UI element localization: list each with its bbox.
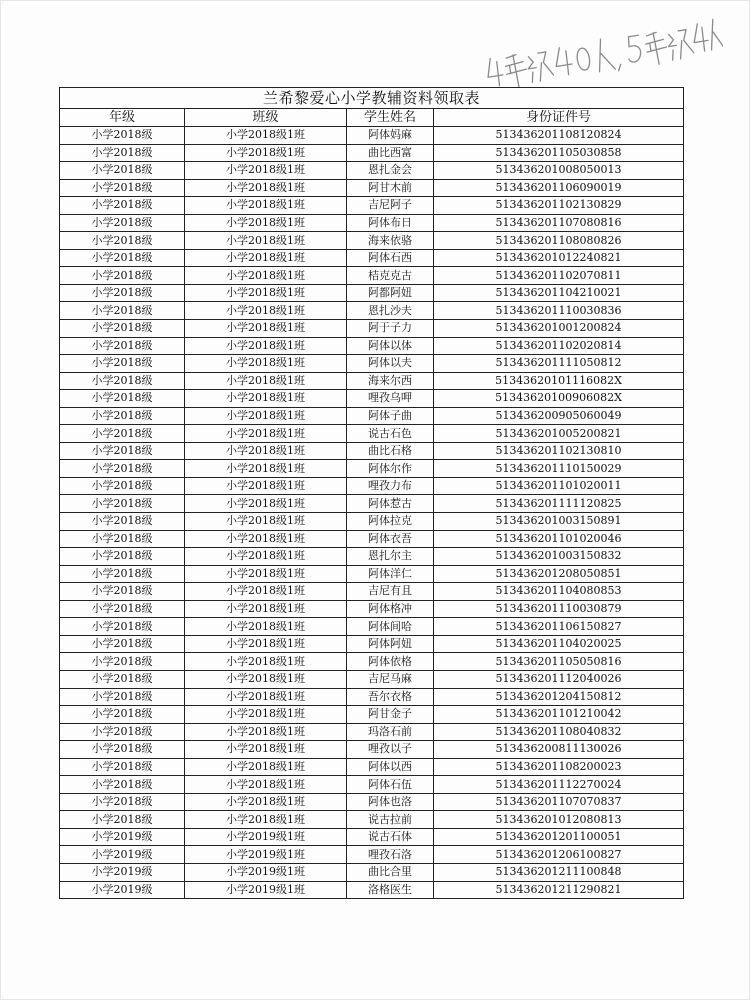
grade-cell: 小学2018级 [60, 214, 185, 232]
id-number-cell: 513436201105050816 [434, 653, 684, 671]
table-row [60, 846, 684, 864]
class-cell: 小学2018级1班 [185, 127, 347, 145]
student-name-cell: 阿体依格 [347, 653, 434, 671]
table-row [60, 776, 684, 794]
student-name-cell: 阿体衣吾 [347, 530, 434, 548]
grade-cell: 小学2018级 [60, 144, 185, 162]
class-cell: 小学2018级1班 [185, 179, 347, 197]
id-number-cell: 513436201102070811 [434, 267, 684, 285]
class-cell: 小学2018级1班 [185, 635, 347, 653]
table-row [60, 302, 684, 320]
class-cell: 小学2018级1班 [185, 425, 347, 443]
student-name-cell: 吉尼有且 [347, 583, 434, 601]
table-row [60, 144, 684, 162]
grade-cell: 小学2018级 [60, 776, 185, 794]
id-number-cell: 513436201101020011 [434, 477, 684, 495]
student-name-cell: 阿体格冲 [347, 600, 434, 618]
student-name-cell: 阿体惹古 [347, 495, 434, 513]
class-cell: 小学2019级1班 [185, 846, 347, 864]
grade-cell: 小学2018级 [60, 495, 185, 513]
table-row [60, 828, 684, 846]
id-number-cell: 513436201211290821 [434, 881, 684, 899]
table-row [60, 881, 684, 899]
id-number-cell: 513436201104020025 [434, 635, 684, 653]
table-row [60, 179, 684, 197]
grade-cell: 小学2019级 [60, 828, 185, 846]
table-body [60, 127, 684, 899]
grade-cell: 小学2018级 [60, 355, 185, 373]
grade-cell: 小学2018级 [60, 811, 185, 829]
class-cell: 小学2018级1班 [185, 776, 347, 794]
table-row [60, 162, 684, 180]
class-cell: 小学2018级1班 [185, 513, 347, 531]
class-cell: 小学2018级1班 [185, 548, 347, 566]
grade-cell: 小学2018级 [60, 372, 185, 390]
grade-cell: 小学2018级 [60, 460, 185, 478]
id-number-cell: 513436201104080853 [434, 583, 684, 601]
table-row [60, 688, 684, 706]
id-number-cell: 513436201106090019 [434, 179, 684, 197]
table-row [60, 197, 684, 215]
table-row [60, 355, 684, 373]
id-number-cell: 513436201105030858 [434, 144, 684, 162]
table-row [60, 214, 684, 232]
id-number-cell: 513436201108200023 [434, 758, 684, 776]
table-row [60, 653, 684, 671]
student-name-cell: 恩扎沙夫 [347, 302, 434, 320]
student-name-cell: 阿甘木前 [347, 179, 434, 197]
id-number-cell: 513436201001200824 [434, 320, 684, 338]
class-cell: 小学2018级1班 [185, 758, 347, 776]
id-number-cell: 513436201106150827 [434, 618, 684, 636]
student-name-cell: 洛格医生 [347, 881, 434, 899]
class-cell: 小学2018级1班 [185, 390, 347, 408]
table-row [60, 618, 684, 636]
grade-cell: 小学2018级 [60, 548, 185, 566]
id-number-cell: 513436201107070837 [434, 793, 684, 811]
column-header-name: 学生姓名 [347, 109, 434, 127]
table-row [60, 548, 684, 566]
class-cell: 小学2018级1班 [185, 618, 347, 636]
table-row [60, 267, 684, 285]
id-number-cell: 513436201003150832 [434, 548, 684, 566]
class-cell: 小学2018级1班 [185, 723, 347, 741]
id-number-cell: 513436201111050812 [434, 355, 684, 373]
id-number-cell: 513436200811130026 [434, 741, 684, 759]
grade-cell: 小学2018级 [60, 513, 185, 531]
table-row [60, 565, 684, 583]
id-number-cell: 513436201012080813 [434, 811, 684, 829]
class-cell: 小学2018级1班 [185, 320, 347, 338]
table-row [60, 320, 684, 338]
id-number-cell: 513436201008050013 [434, 162, 684, 180]
class-cell: 小学2019级1班 [185, 863, 347, 881]
grade-cell: 小学2018级 [60, 442, 185, 460]
class-cell: 小学2018级1班 [185, 442, 347, 460]
grade-cell: 小学2018级 [60, 284, 185, 302]
id-number-cell: 513436201108080826 [434, 232, 684, 250]
class-cell: 小学2019级1班 [185, 828, 347, 846]
student-name-cell: 恩扎尔主 [347, 548, 434, 566]
student-name-cell: 哩孜乌呷 [347, 390, 434, 408]
student-name-cell: 阿体石伍 [347, 776, 434, 794]
table-row [60, 706, 684, 724]
student-name-cell: 海来尔西 [347, 372, 434, 390]
id-number-cell: 513436201101210042 [434, 706, 684, 724]
table-row [60, 758, 684, 776]
class-cell: 小学2018级1班 [185, 284, 347, 302]
grade-cell: 小学2018级 [60, 179, 185, 197]
class-cell: 小学2018级1班 [185, 407, 347, 425]
grade-cell: 小学2018级 [60, 618, 185, 636]
id-number-cell: 513436201005200821 [434, 425, 684, 443]
student-name-cell: 哩孜以子 [347, 741, 434, 759]
class-cell: 小学2018级1班 [185, 197, 347, 215]
grade-cell: 小学2018级 [60, 706, 185, 724]
grade-cell: 小学2018级 [60, 162, 185, 180]
column-header-class: 班级 [185, 109, 347, 127]
grade-cell: 小学2018级 [60, 267, 185, 285]
id-number-cell: 513436201112040026 [434, 670, 684, 688]
class-cell: 小学2018级1班 [185, 583, 347, 601]
id-number-cell: 513436201201100051 [434, 828, 684, 846]
grade-cell: 小学2018级 [60, 758, 185, 776]
grade-cell: 小学2018级 [60, 232, 185, 250]
student-name-cell: 阿体子曲 [347, 407, 434, 425]
table-row [60, 793, 684, 811]
grade-cell: 小学2018级 [60, 600, 185, 618]
id-number-cell: 513436201204150812 [434, 688, 684, 706]
class-cell: 小学2018级1班 [185, 653, 347, 671]
table-row [60, 635, 684, 653]
id-number-cell: 513436201108120824 [434, 127, 684, 145]
grade-cell: 小学2018级 [60, 320, 185, 338]
class-cell: 小学2018级1班 [185, 372, 347, 390]
id-number-cell: 51343620100906082X [434, 390, 684, 408]
id-number-cell: 513436201206100827 [434, 846, 684, 864]
table-row [60, 372, 684, 390]
grade-cell: 小学2019级 [60, 846, 185, 864]
student-name-cell: 曲比石格 [347, 442, 434, 460]
student-name-cell: 玛洛石前 [347, 723, 434, 741]
grade-cell: 小学2018级 [60, 530, 185, 548]
student-name-cell: 阿体以西 [347, 758, 434, 776]
grade-cell: 小学2018级 [60, 635, 185, 653]
grade-cell: 小学2019级 [60, 881, 185, 899]
class-cell: 小学2018级1班 [185, 477, 347, 495]
student-name-cell: 阿于子力 [347, 320, 434, 338]
student-name-cell: 吉尼马麻 [347, 670, 434, 688]
table-row [60, 284, 684, 302]
student-name-cell: 说古石体 [347, 828, 434, 846]
table-row [60, 390, 684, 408]
id-number-cell: 513436201211100848 [434, 863, 684, 881]
class-cell: 小学2018级1班 [185, 495, 347, 513]
id-number-cell: 513436201003150891 [434, 513, 684, 531]
student-name-cell: 阿都阿妞 [347, 284, 434, 302]
class-cell: 小学2018级1班 [185, 530, 347, 548]
class-cell: 小学2018级1班 [185, 793, 347, 811]
student-name-cell: 桔克克古 [347, 267, 434, 285]
class-cell: 小学2018级1班 [185, 267, 347, 285]
id-number-cell: 513436201108040832 [434, 723, 684, 741]
class-cell: 小学2018级1班 [185, 811, 347, 829]
class-cell: 小学2018级1班 [185, 214, 347, 232]
student-name-cell: 阿甘金子 [347, 706, 434, 724]
grade-cell: 小学2018级 [60, 723, 185, 741]
table-row [60, 811, 684, 829]
class-cell: 小学2018级1班 [185, 337, 347, 355]
id-number-cell: 513436200905060049 [434, 407, 684, 425]
table-row [60, 600, 684, 618]
student-name-cell: 曲比合里 [347, 863, 434, 881]
student-name-cell: 哩孜石洛 [347, 846, 434, 864]
table-row [60, 407, 684, 425]
id-number-cell: 513436201107080816 [434, 214, 684, 232]
id-number-cell: 513436201012240821 [434, 249, 684, 267]
student-name-cell: 吉尼阿子 [347, 197, 434, 215]
grade-cell: 小学2018级 [60, 583, 185, 601]
student-name-cell: 恩扎金会 [347, 162, 434, 180]
class-cell: 小学2018级1班 [185, 741, 347, 759]
table-row [60, 741, 684, 759]
class-cell: 小学2018级1班 [185, 232, 347, 250]
grade-cell: 小学2018级 [60, 425, 185, 443]
student-name-cell: 哩孜力布 [347, 477, 434, 495]
id-number-cell: 513436201102130810 [434, 442, 684, 460]
class-cell: 小学2018级1班 [185, 249, 347, 267]
student-name-cell: 阿体洋仁 [347, 565, 434, 583]
id-number-cell: 513436201208050851 [434, 565, 684, 583]
student-name-cell: 阿体阿妞 [347, 635, 434, 653]
grade-cell: 小学2018级 [60, 390, 185, 408]
grade-cell: 小学2018级 [60, 407, 185, 425]
table-row [60, 670, 684, 688]
grade-cell: 小学2018级 [60, 688, 185, 706]
table-row [60, 127, 684, 145]
grade-cell: 小学2019级 [60, 863, 185, 881]
class-cell: 小学2018级1班 [185, 670, 347, 688]
id-number-cell: 513436201101020046 [434, 530, 684, 548]
table-row [60, 460, 684, 478]
student-name-cell: 说古拉前 [347, 811, 434, 829]
grade-cell: 小学2018级 [60, 565, 185, 583]
student-name-cell: 吾尔衣格 [347, 688, 434, 706]
table-row [60, 425, 684, 443]
table-row [60, 442, 684, 460]
class-cell: 小学2018级1班 [185, 706, 347, 724]
column-header-grade: 年级 [60, 109, 185, 127]
id-number-cell: 513436201104210021 [434, 284, 684, 302]
column-header-id-number: 身份证件号 [434, 109, 684, 127]
grade-cell: 小学2018级 [60, 793, 185, 811]
student-name-cell: 阿体尔作 [347, 460, 434, 478]
grade-cell: 小学2018级 [60, 337, 185, 355]
grade-cell: 小学2018级 [60, 741, 185, 759]
table-row [60, 477, 684, 495]
header-row [60, 109, 684, 127]
student-name-cell: 说古石色 [347, 425, 434, 443]
id-number-cell: 513436201110030879 [434, 600, 684, 618]
id-number-cell: 513436201110150029 [434, 460, 684, 478]
table-row [60, 513, 684, 531]
student-name-cell: 阿体也洛 [347, 793, 434, 811]
class-cell: 小学2018级1班 [185, 565, 347, 583]
table-row [60, 530, 684, 548]
student-name-cell: 阿体以夫 [347, 355, 434, 373]
student-name-cell: 阿体拉克 [347, 513, 434, 531]
student-name-cell: 阿体间哈 [347, 618, 434, 636]
class-cell: 小学2018级1班 [185, 144, 347, 162]
table-row [60, 723, 684, 741]
table-title: 兰希黎爱心小学教辅资料领取表 [60, 88, 684, 109]
table-row [60, 583, 684, 601]
grade-cell: 小学2018级 [60, 197, 185, 215]
id-number-cell: 513436201102020814 [434, 337, 684, 355]
table-row [60, 495, 684, 513]
student-name-cell: 阿体石西 [347, 249, 434, 267]
id-number-cell: 51343620101116082X [434, 372, 684, 390]
table-row [60, 863, 684, 881]
table-row [60, 232, 684, 250]
class-cell: 小学2019级1班 [185, 881, 347, 899]
materials-collection-table [59, 87, 684, 899]
student-name-cell: 阿体妈麻 [347, 127, 434, 145]
table-row [60, 249, 684, 267]
grade-cell: 小学2018级 [60, 249, 185, 267]
class-cell: 小学2018级1班 [185, 302, 347, 320]
class-cell: 小学2018级1班 [185, 355, 347, 373]
id-number-cell: 513436201112270024 [434, 776, 684, 794]
student-name-cell: 海来依骆 [347, 232, 434, 250]
student-name-cell: 阿体布日 [347, 214, 434, 232]
table-row [60, 337, 684, 355]
id-number-cell: 513436201102130829 [434, 197, 684, 215]
grade-cell: 小学2018级 [60, 302, 185, 320]
class-cell: 小学2018级1班 [185, 688, 347, 706]
class-cell: 小学2018级1班 [185, 600, 347, 618]
student-name-cell: 阿体以体 [347, 337, 434, 355]
grade-cell: 小学2018级 [60, 477, 185, 495]
class-cell: 小学2018级1班 [185, 162, 347, 180]
grade-cell: 小学2018级 [60, 127, 185, 145]
id-number-cell: 513436201110030836 [434, 302, 684, 320]
class-cell: 小学2018级1班 [185, 460, 347, 478]
grade-cell: 小学2018级 [60, 653, 185, 671]
student-name-cell: 曲比西富 [347, 144, 434, 162]
grade-cell: 小学2018级 [60, 670, 185, 688]
id-number-cell: 513436201111120825 [434, 495, 684, 513]
